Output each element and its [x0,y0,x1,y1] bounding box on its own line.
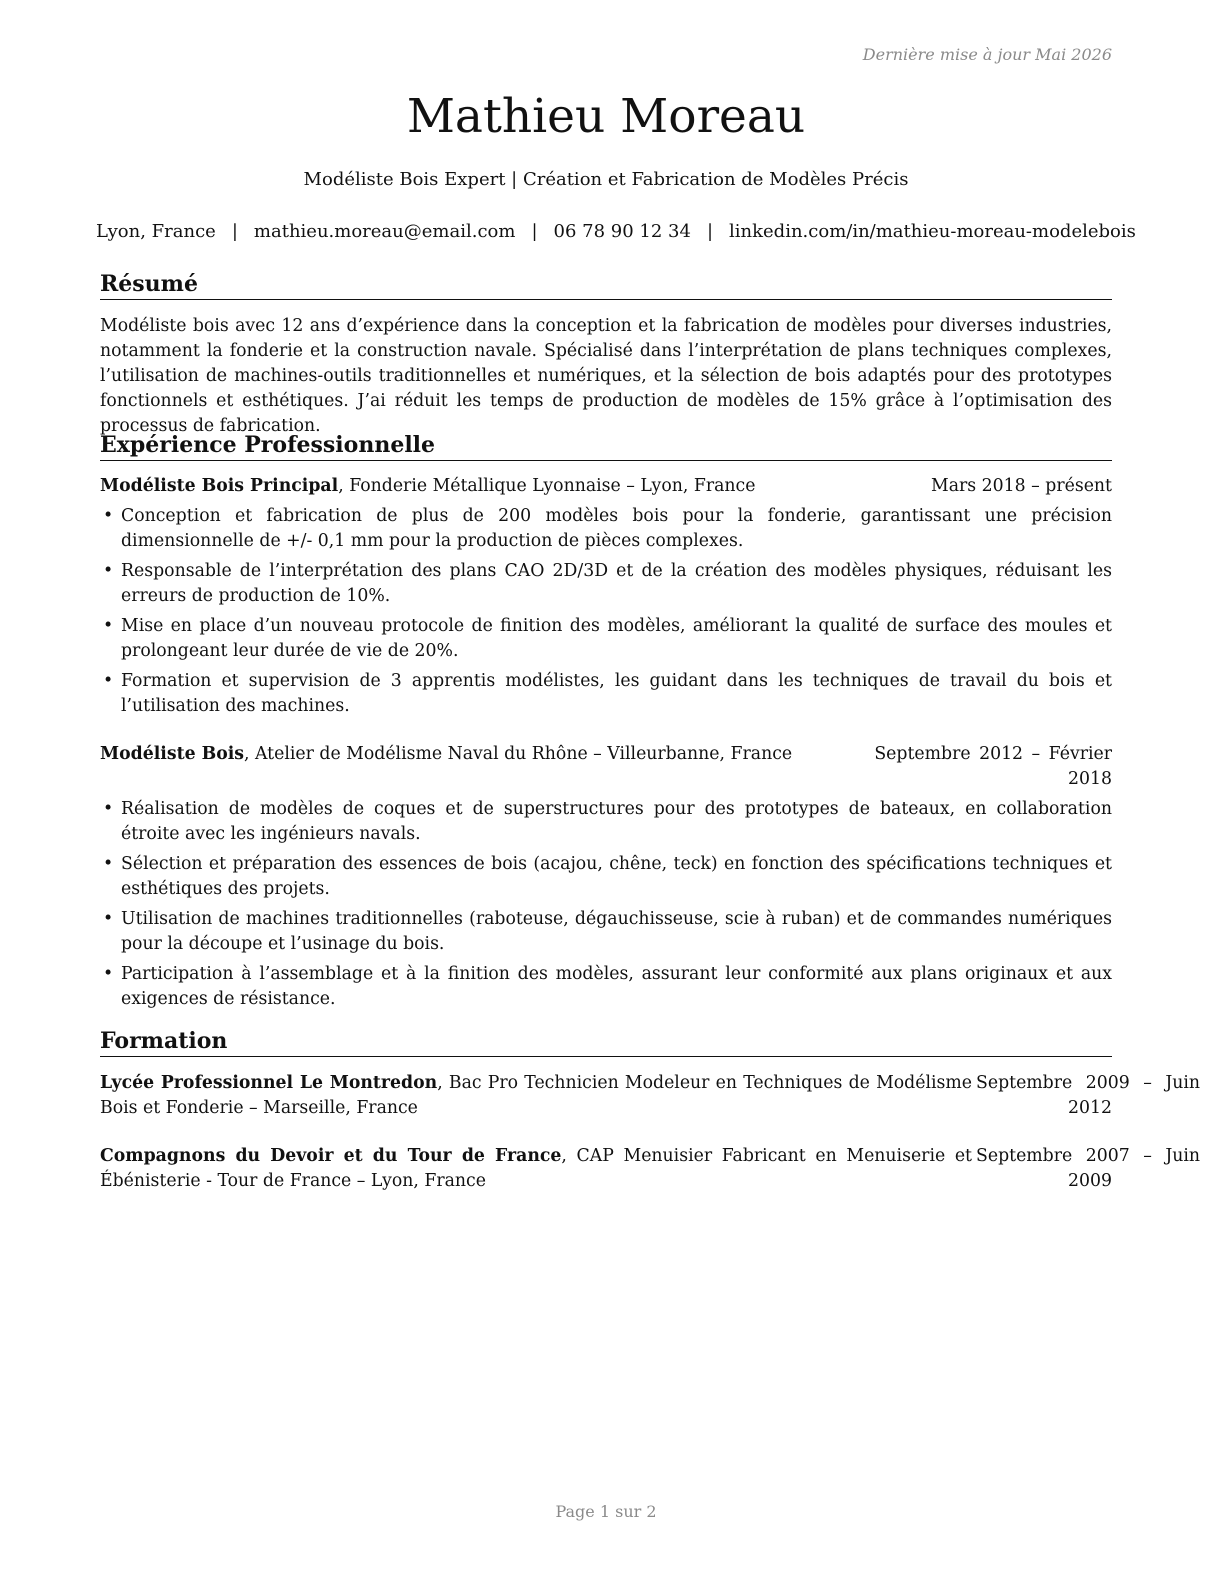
degree: , CAP Menuisier Fabricant en Menuiserie et Ébénisterie - Tour de France – Lyon, France [100,1146,972,1191]
school-name: Lycée Professionnel Le Montredon [100,1073,438,1093]
resume-page [96,0,1201,1584]
job-dates: Mars 2018 – présent [931,476,1112,496]
section-title-education: Formation [100,1027,1112,1057]
list-item: • Participation à l’assemblage et à la finition des modèles, assurant leur conformité aux plans originaux et aux exigences de résistance. [103,964,1112,1009]
job-company: , Atelier de Modélisme Naval du Rhône – Villeurbanne, France [244,744,793,764]
list-item: • Mise en place d’un nouveau protocole de finition des modèles, améliorant la qualité de surface des moules et prolongeant leur durée de vie de 20%. [103,616,1112,661]
headline: Modéliste Bois Expert | Création et Fabrication de Modèles Précis [303,169,909,190]
summary-section [100,270,1112,300]
page-number: Page 1 sur 2 [555,1502,657,1521]
list-item: • Réalisation de modèles de coques et de superstructures pour des prototypes de bateaux, en collaboration étroite avec les ingénieurs navals. [103,799,1112,844]
last-updated: Dernière mise à jour Mai 2026 [862,45,1112,64]
job-company: , Fonderie Métallique Lyonnaise – Lyon, France [338,476,756,496]
section-title-summary: Résumé [100,270,1112,300]
contact-linkedin[interactable]: linkedin.com/in/mathieu-moreau-modelebois [729,221,1136,242]
job-bullets [100,504,1112,724]
contact-separator: | [531,221,538,242]
contact-separator: | [706,221,714,242]
list-item: • Formation et supervision de 3 apprentis modélistes, les guidant dans les techniques de travail du bois et l’utilisation des machines. [103,671,1112,716]
experience-section [100,431,1112,461]
education-entry [100,1144,1201,1194]
contact-email[interactable]: mathieu.moreau@email.com [253,221,516,242]
education-entry [100,1071,1201,1121]
job-bullets [100,797,1112,1017]
job-dates: Septembre 2012 – Février 2018 [874,744,1112,789]
job-role: Modéliste Bois [100,744,245,764]
job-role: Modéliste Bois Principal [100,476,339,496]
education-dates: Septembre 2007 – Juin 2009 [976,1146,1201,1191]
contact-line [96,220,1136,244]
contact-phone[interactable]: 06 78 90 12 34 [553,221,691,242]
contact-separator: | [231,221,238,242]
degree: , Bac Pro Technicien Modeleur en Techniques de Modélisme Bois et Fonderie – Marseille, France [100,1073,972,1118]
candidate-name: Mathieu Moreau [406,89,806,144]
list-item: • Utilisation de machines traditionnelles (raboteuse, dégauchisseuse, scie à ruban) et de commandes numériques pour la découpe et l’usinage du bois. [103,909,1112,954]
contact-location: Lyon, France [96,221,216,242]
summary-text: Modéliste bois avec 12 ans d’expérience dans la conception et la fabrication de modèles pour diverses industries, notamment la fonderie et la construction navale. Spécialisé dans l’interprétation de plans techniques complexes, l’utilisation de machines-outils traditionnelles et numériques, et la sélection de bois adaptés pour des prototypes fonctionnels et esthétiques. J’ai réduit les temps de production de modèles de 15% grâce à l’optimisation des processus de fabrication. [100,316,1112,436]
list-item: • Conception et fabrication de plus de 200 modèles bois pour la fonderie, garantissant une précision dimensionnelle de +/- 0,1 mm pour la production de pièces complexes. [103,506,1112,551]
section-title-experience: Expérience Professionnelle [100,431,1112,461]
list-item: • Sélection et préparation des essences de bois (acajou, chêne, teck) en fonction des spécifications techniques et esthétiques des projets. [103,854,1112,899]
education-section [100,1027,1112,1057]
school-name: Compagnons du Devoir et du Tour de France [100,1146,562,1166]
list-item: • Responsable de l’interprétation des plans CAO 2D/3D et de la création des modèles physiques, réduisant les erreurs de production de 10%. [103,561,1112,606]
education-dates: Septembre 2009 – Juin 2012 [976,1073,1201,1118]
